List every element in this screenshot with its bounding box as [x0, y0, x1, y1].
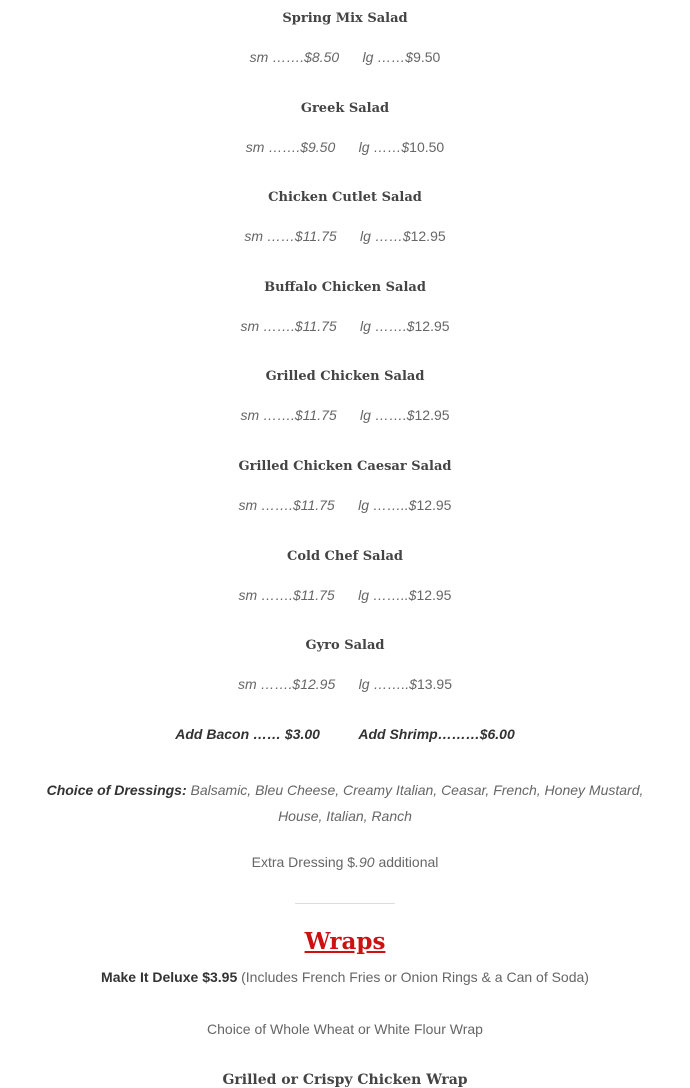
- large-price: 13.95: [416, 676, 452, 693]
- large-price-label: lg ……$: [360, 228, 411, 245]
- extra-dressing-price: .90: [355, 854, 375, 870]
- extra-dressing: [0, 854, 690, 870]
- extra-dressing-prefix: Extra Dressing $: [251, 854, 356, 870]
- large-price-label: lg ……$: [362, 49, 414, 65]
- salad-name: Grilled Chicken Caesar Salad: [238, 459, 452, 474]
- salad-prices: [0, 49, 690, 65]
- large-price-label: lg …….$: [360, 407, 415, 424]
- extra-dressing-suffix: additional: [374, 854, 439, 870]
- wrap-item-name: Grilled or Crispy Chicken Wrap: [222, 1072, 468, 1088]
- small-price: sm …….$8.50: [249, 49, 340, 65]
- small-price: sm …….$11.75: [240, 317, 337, 334]
- large-price-label: lg ……..$: [358, 497, 417, 513]
- section-divider: [295, 903, 395, 904]
- large-price: 12.95: [414, 317, 450, 334]
- add-shrimp: Add Shrimp………$6.00: [358, 726, 515, 742]
- salad-prices: [0, 407, 690, 423]
- salad-prices: [0, 318, 690, 334]
- salad-name: Cold Chef Salad: [286, 548, 404, 564]
- large-price-label: lg ……$: [358, 138, 410, 155]
- salad-prices: [0, 139, 690, 155]
- salad-name: Grilled Chicken Salad: [265, 369, 425, 385]
- make-it-deluxe: [0, 969, 690, 985]
- large-price: 10.50: [409, 138, 445, 155]
- large-price-label: lg …….$: [360, 317, 415, 334]
- dressings-options: Balsamic, Bleu Cheese, Creamy Italian, Ceasar, French, Honey Mustard, House, Italian, Ranch: [190, 782, 644, 824]
- salad-prices: [0, 228, 690, 244]
- salad-name: Spring Mix Salad: [282, 11, 408, 26]
- small-price: sm ……$11.75: [244, 228, 337, 245]
- add-bacon: Add Bacon …… $3.00: [175, 726, 320, 742]
- wrap-choice: Choice of Whole Wheat or White Flour Wrap: [207, 1021, 483, 1037]
- salad-name: Gyro Salad: [305, 638, 385, 654]
- wraps-heading: Wraps: [304, 928, 386, 955]
- dressing-choices: [30, 777, 660, 829]
- large-price: 12.95: [416, 497, 452, 513]
- deluxe-description: (Includes French Fries or Onion Rings & a Can of Soda): [237, 969, 589, 985]
- small-price: sm …….$11.75: [238, 586, 335, 603]
- large-price: 12.95: [414, 407, 450, 424]
- salad-name: Buffalo Chicken Salad: [264, 279, 426, 295]
- small-price: sm …….$12.95: [237, 676, 336, 693]
- dressings-label: Choice of Dressings:: [46, 782, 187, 798]
- salad-prices: [0, 587, 690, 603]
- large-price: 9.50: [413, 49, 441, 65]
- large-price-label: lg ……..$: [358, 586, 417, 603]
- salad-name: Greek Salad: [300, 100, 390, 116]
- salad-prices: [0, 497, 690, 513]
- add-ons-line: [0, 726, 690, 742]
- large-price: 12.95: [416, 586, 452, 603]
- large-price: 12.95: [410, 228, 446, 245]
- salad-name: Chicken Cutlet Salad: [268, 190, 422, 206]
- salad-prices: [0, 676, 690, 692]
- small-price: sm …….$9.50: [245, 138, 336, 155]
- small-price: sm …….$11.75: [240, 407, 337, 424]
- small-price: sm …….$11.75: [238, 497, 335, 513]
- deluxe-label: Make It Deluxe $3.95: [101, 969, 238, 985]
- large-price-label: lg ……..$: [358, 676, 417, 693]
